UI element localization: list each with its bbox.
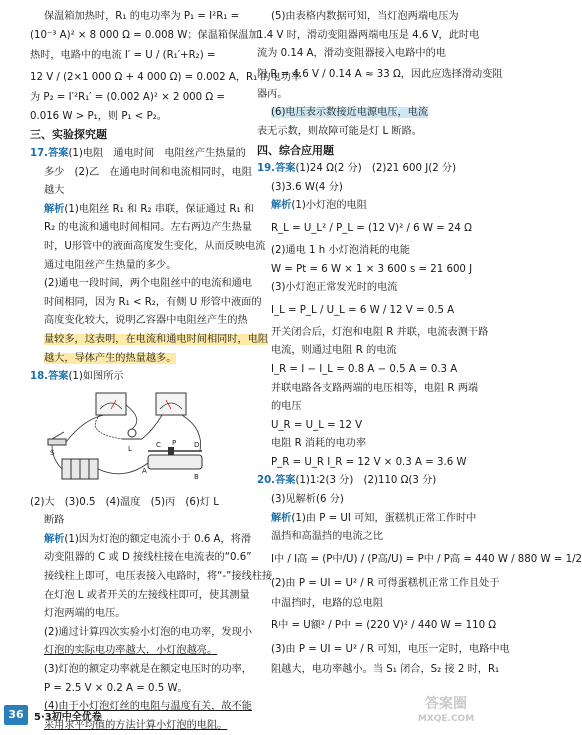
answer-text: 断路 — [44, 515, 65, 527]
analysis-text: (1)小灯泡的电阻 — [291, 200, 367, 212]
answer-label: 答案 — [275, 163, 296, 175]
label-s: S — [50, 448, 55, 457]
text-line: 12 V / (2×1 000 Ω + 4 000 Ω) = 0.002 A，R₁ 的电功率 — [30, 72, 302, 84]
question-19 — [257, 160, 489, 472]
analysis-text: 阻越大，电功率越小。当 S₁ 闭合，S₂ 接 2 时，R₁ — [271, 664, 500, 676]
analysis-text: 并联电路各支路两端的电压相等，电阻 R 两端 — [271, 382, 479, 394]
text-line: 器丙。 — [257, 88, 288, 100]
analysis-text: 在灯泡 L 或者开关的左接线柱即可，使其测量 — [44, 589, 250, 601]
analysis-text: (2)由 P = UI = U² / R 可得蛋糕机正常工作且处于 — [271, 577, 500, 589]
answer-text: (1)电阻 通电时间 电阻丝产生热量的 — [68, 147, 246, 159]
label-l: L — [128, 444, 132, 453]
watermark-line: MXQE.COM — [417, 714, 475, 724]
question-20 — [257, 472, 582, 680]
formula: W = Pt = 6 W × 1 × 3 600 s = 21 600 J — [271, 263, 473, 275]
analysis-text: 时间相同，因为 R₁ < R₂，有侧 U 形管中液面的 — [44, 296, 262, 308]
highlighted-text: 越大，导体产生的热量越多。 — [44, 352, 177, 364]
analysis-text: 灯泡两端的电压。 — [44, 608, 126, 620]
formula: I_L = P_L / U_L = 6 W / 12 V = 0.5 A — [271, 304, 455, 316]
question-number: 17. — [30, 147, 49, 159]
analysis-text: 电流，则通过电阻 R 的电流 — [271, 345, 397, 357]
analysis-text: 温挡和高温挡的电流之比 — [271, 531, 384, 543]
text-line: 保温箱加热时，R₁ 的电功率为 P₁ = I²R₁ = — [44, 11, 240, 22]
formula: I中 / I高 = (P中/U) / (P高/U) = P中 / P高 = 440 W / 880 W = 1/2 — [271, 553, 582, 565]
analysis-text: (1)由 P = UI 可知，蛋糕机正常工作时中 — [291, 512, 477, 524]
analysis-text: 的电压 — [271, 401, 302, 413]
analysis-label: 解析 — [44, 533, 65, 545]
brand-name: 5·3初中全优卷 — [34, 712, 102, 723]
formula: R_L = U_L² / P_L = (12 V)² / 6 W = 24 Ω — [271, 222, 472, 234]
answer-text: (1)如图所示 — [68, 371, 124, 383]
analysis-text: R₂ 的电流和通电时间相同。左右两边产生热量 — [44, 222, 252, 234]
analysis-text: (3)灯泡的额定功率就是在额定电压时的功率， — [44, 664, 252, 676]
text-line: 0.016 W > P₁，则 P₁ < P₂。 — [30, 110, 167, 122]
label-a: A — [142, 466, 147, 475]
analysis-label: 解析 — [44, 203, 65, 215]
answer-text: (3)3.6 W(4 分) — [271, 181, 343, 193]
text-line: 表无示数，则故障可能是灯 L 断路。 — [257, 125, 422, 137]
analysis-label: 解析 — [271, 512, 292, 524]
answer-text: (1)1∶2(3 分) (2)110 Ω(3 分) — [295, 475, 437, 487]
analysis-text: 中温挡时，电路的总电阻 — [271, 597, 384, 609]
analysis-text: (1)因为灯泡的额定电流小于 0.6 A，将滑 — [64, 533, 252, 545]
formula: U_R = U_L = 12 V — [271, 419, 363, 431]
question-number: 19. — [257, 163, 276, 175]
answer-label: 答案 — [275, 475, 296, 487]
underlined-text: 采用求平均值的方法计算小灯泡的电阻。 — [44, 719, 228, 731]
text-line: 阻 R = 4.6 V / 0.14 A ≈ 33 Ω，因此应选择滑动变阻 — [257, 68, 503, 80]
page-footer — [0, 696, 500, 733]
analysis-text: (2)通电一段时间，两个电阻丝中的电流和通电 — [44, 278, 252, 290]
circuit-diagram — [44, 389, 214, 489]
label-p: P — [172, 438, 177, 447]
analysis-text: 接线柱上即可，电压表接入电路时，将“-”接线柱接 — [44, 571, 273, 583]
analysis-text: 高度变化较大，说明乙容器中电阻丝产生的热 — [44, 315, 248, 327]
analysis-text: (2)通电 1 h 小灯泡消耗的电能 — [271, 244, 410, 256]
text-line: 热时，电路中的电流 I′ = U / (R₁′+R₂) = — [30, 50, 216, 62]
question-number: 20. — [257, 475, 276, 487]
analysis-text: (3)由 P = UI = U² / R 可知，电压一定时，电路中电 — [271, 644, 510, 656]
answer-text: 多少 (2)乙 在通电时间和电流相同时，电阻 — [44, 166, 252, 178]
text-line: 1.4 V 时，滑动变阻器两端电压是 4.6 V，此时电 — [257, 29, 480, 41]
answer-label: 答案 — [48, 371, 69, 383]
analysis-text: 开关闭合后，灯泡和电阻 R 并联，电流表测干路 — [271, 326, 489, 338]
watermark-line: 答案圈 — [425, 696, 467, 712]
underlined-text: (4)由于小灯泡灯丝的电阻与温度有关，故不能 — [44, 701, 252, 713]
section-title: 四、综合应用题 — [257, 143, 334, 157]
analysis-text: 电阻 R 消耗的电功率 — [271, 438, 367, 450]
analysis-text: (2)通过计算四次实验小灯泡的电功率，发现小 — [44, 626, 252, 638]
text-line: (10⁻³ A)² × 8 000 Ω = 0.008 W；保温箱保温加 — [30, 29, 259, 41]
answer-text: (1)24 Ω(2 分) (2)21 600 J(2 分) — [295, 163, 457, 175]
page-number: 36 — [4, 705, 28, 725]
right-column — [257, 8, 582, 680]
formula: I_R = I − I_L = 0.8 A − 0.5 A = 0.3 A — [271, 363, 458, 375]
analysis-text: 时，U形管中的液面高度发生变化，从而反映电流 — [44, 240, 266, 252]
question-number: 18. — [30, 371, 49, 383]
analysis-text: P = 2.5 V × 0.2 A = 0.5 W。 — [44, 682, 188, 694]
analysis-text: 动变阻器的 C 或 D 接线柱接在电流表的“0.6” — [44, 552, 252, 564]
label-d: D — [194, 440, 200, 449]
analysis-text: 通过电阻丝产生热量的多少。 — [44, 259, 177, 271]
answer-label: 答案 — [48, 147, 69, 159]
formula: R中 = U额² / P中 = (220 V)² / 440 W = 110 Ω — [271, 620, 497, 632]
text-line: 为 P₂ = I′²R₁′ = (0.002 A)² × 2 000 Ω = — [30, 92, 225, 104]
formula: P_R = U_R I_R = 12 V × 0.3 A = 3.6 W — [271, 456, 467, 468]
watermark — [398, 697, 494, 731]
label-c: C — [156, 440, 161, 449]
label-b: B — [194, 472, 199, 481]
answer-text: (2)大 (3)0.5 (4)温度 (5)丙 (6)灯 L — [30, 496, 219, 508]
highlighted-text: 量较多，这表明，在电流和通电时间相同时，电阻 — [44, 333, 269, 345]
answer-text: (3)见解析(6 分) — [271, 494, 344, 506]
analysis-text: (1)电阻丝 R₁ 和 R₂ 串联，保证通过 R₁ 和 — [64, 203, 254, 215]
analysis-label: 解析 — [271, 200, 292, 212]
highlighted-text: (6)电压表示数接近电源电压，电流 — [271, 107, 429, 119]
text-line: 流为 0.14 A，滑动变阻器接入电路中的电 — [257, 48, 446, 60]
analysis-text: (3)小灯泡正常发光时的电流 — [271, 282, 398, 294]
text-line: (5)由表格内数据可知，当灯泡两端电压为 — [271, 11, 459, 22]
section-title: 三、实验探究题 — [30, 128, 107, 142]
answer-text: 越大 — [44, 185, 65, 197]
underlined-text: 灯泡的实际电功率越大，小灯泡越亮。 — [44, 645, 218, 657]
